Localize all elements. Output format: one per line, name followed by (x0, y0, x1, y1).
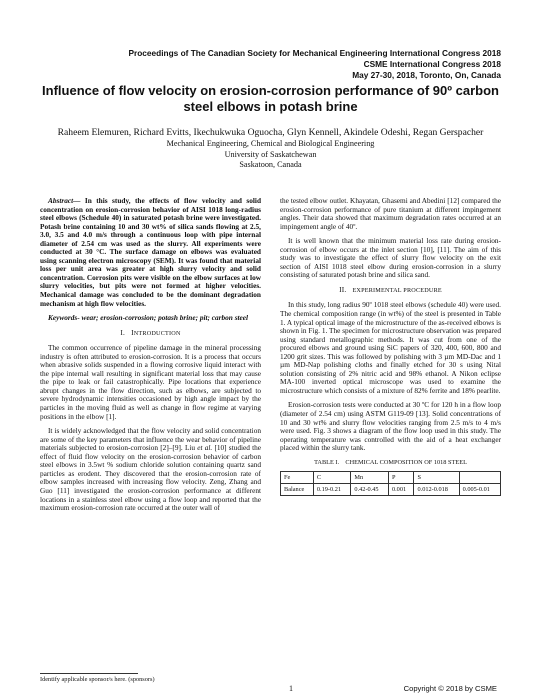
section-1-rest: NTRODUCTION (133, 329, 181, 337)
table-caption (280, 459, 501, 468)
section-heading-experimental (280, 286, 501, 296)
keywords-label: Keywords- (48, 313, 80, 323)
affiliation-university: University of Saskatchewan (224, 149, 317, 159)
table-cell: 0.012-0.018 (414, 484, 459, 496)
table-header-cell: P (388, 472, 414, 484)
table-cell: 0.005-0.01 (459, 484, 500, 496)
table-header-cell: Mn (351, 472, 389, 484)
copyright-notice: Copyright © 2018 by CSME (403, 684, 497, 693)
intro-paragraph-4: It is well known that the minimum material loss rate during erosion-corrosion of elbow occurs at the inlet section [10], [11]. The aim of this study was to investigate the effect of slurry flow velocity on the exit section of AISI 1018 steel elbow during erosion-corrosion in a slurry consisting of saturated potash brine and silica sand. (280, 236, 501, 280)
abstract-text: In this study, the effects of flow velocity and solid concentration on erosion-corrosion behavior of AISI 1018 long-radius steel elbows (Schedule 40) in saturated potash brine were investigated. Potash brine containing 10 and 30 wt% of silica sands flowing at 2.5, 3.0, 3.5 and 4.0 m/s through a continuous loop with pipe internal diameter of 2.54 cm was used as the slurry. All experiments were conducted at 30 °C. The surface damage on elbows was evaluated using scanning electron microscopy (SEM). It was found that material loss per unit area was greater at high slurry velocity and solid concentration. Corrosion pits were visible on the elbow surfaces at low slurry velocities, but pits were not formed at higher velocities. Mechanical damage was concluded to be the dominant degradation mechanism at high flow velocities. (40, 196, 261, 308)
table-label: TABLE I. (314, 458, 340, 466)
intro-paragraph-2 (40, 427, 261, 512)
table-title: CHEMICAL COMPOSITION OF 1018 STEEL (345, 458, 467, 466)
intro-paragraph-1: The common occurrence of pipeline damage in the mineral processing industry is often attributed to erosion-corrosion. It is a process that occurs when abrasive solids suspended in a flowing corrosive liquid interact with the pipe internal wall resulting in significant material loss that may cause the pipe to leak or fail catastrophically. Pipe locations that experience abrupt changes in the flow direction, such as elbows, are subjected to severe hydrodynamic intensities occasioned by high angle impact by the particles in the moving fluid as well as change in flow regime at varying positions in the elbow [1]. (40, 343, 261, 421)
header-congress: CSME International Congress 2018 (363, 59, 501, 69)
right-column (280, 197, 501, 496)
table-header-cell-empty (459, 472, 500, 484)
table-header-cell: Fe (281, 472, 314, 484)
table-cell: 0.42-0.45 (351, 484, 389, 496)
experimental-paragraph-2: Erosion-corrosion tests were conducted at 30 ºC for 120 h in a flow loop (diameter of 2.54 cm) using ASTM G119-09 [13]. Solid concentrations of 10 and 30 wt% and slurry flow velocities ranging from 2.5 m/s to 4 m/s were used. Fig. 3 shows a diagram of the flow loop used in this study. The operating temperature was controlled with the aid of a heat exchanger placed within the slurry tank. (280, 400, 501, 453)
intro-paragraph-2-b: [10] studied the effect of fluid flow velocity on the erosion-corrosion behavior of carbon steel elbows in 3.5wt % sodium chloride solution containing quartz sand particles as erodent. They discovered that the erosion-corrosion rate of elbow samples increased with increasing flow velocity. Zeng, Zhang and Guo [11] investigated the erosion-corrosion performance at different locations in a stainless steel elbow using a flow loop and reported that the maximum erosion-corrosion rate occurred at the outer wall of (40, 443, 262, 513)
keywords (40, 314, 261, 323)
abstract (40, 197, 261, 308)
composition-table (280, 471, 501, 496)
section-2-number: II. (339, 284, 347, 294)
title-line-1: Influence of flow velocity on erosion-corrosion performance of 90º carbon (42, 83, 499, 98)
table-cell: Balance (281, 484, 314, 496)
intro-paragraph-3: the tested elbow outlet. Khayatan, Ghasemi and Abedini [12] compared the erosion-corrosion performance of pure titanium at different impingement angles. Their data showed that maximum degradation rates occurred at an impingement angle of 40º. (280, 196, 501, 231)
table-row (281, 484, 501, 496)
affiliation-city: Saskatoon, Canada (239, 160, 302, 169)
affiliation-department: Mechanical Engineering, Chemical and Biological Engineering (166, 139, 375, 148)
table-header-cell: S (414, 472, 459, 484)
intro-paragraph-2-etal: et al. (197, 443, 213, 453)
footnote-rule (40, 673, 138, 674)
header-proceedings: Proceedings of The Canadian Society for Mechanical Engineering International Congress 2018 (128, 48, 501, 58)
keywords-text: wear; erosion-corrosion; potash brine; pit; carbon steel (79, 313, 249, 323)
experimental-paragraph-1: In this study, long radius 90º 1018 steel elbows (schedule 40) were used. The chemical composition range (in wt%) of the steel is presented in Table 1. A typical optical image of the microstructure of the as-received elbows is shown in Fig. 1. The specimen for microstructure observation was prepared using standard metallographic methods. It was cut from one of the procured elbows and ground using SiC papers of 320, 400, 600, 800 and 1200 grit sizes. This was followed by polishing with 3 µm MD-Dac and 1 µm MD-Nap polishing cloths and finally etched for 30 s using Nital solution consisting of 2% nitric acid and 98% ethanol. A Nikon eclipse MA-100 inverted optical microscope was used to examine the microstructure which consists of a mixture of 82% ferrite and 18% pearlite. (280, 300, 501, 395)
section-1-initial: I (131, 327, 134, 337)
title-line-2: steel elbows in potash brine (183, 99, 358, 114)
affiliation (30, 139, 511, 171)
page-number: 1 (289, 684, 293, 693)
author-list: Raheem Elemuren, Richard Evitts, Ikechukwuka Oguocha, Glyn Kennell, Akindele Odeshi, Regan Gerspacher (57, 127, 484, 138)
section-heading-introduction (40, 329, 261, 339)
table-header-row (281, 472, 501, 484)
section-2-title: EXPERIMENTAL PROCEDURE (352, 286, 442, 294)
left-column (40, 197, 261, 519)
footnote: Identify applicable sponsor/s here. (sponsors) (40, 676, 155, 683)
header-dates: May 27-30, 2018, Toronto, On, Canada (352, 70, 501, 80)
table-cell: 0.001 (388, 484, 414, 496)
conference-header (128, 48, 501, 81)
table-header-cell: C (313, 472, 351, 484)
section-1-number: I. (120, 327, 126, 337)
paper-title (40, 83, 501, 115)
abstract-label: Abstract— (48, 196, 81, 205)
table-cell: 0.19-0.21 (313, 484, 351, 496)
intro-paragraph-2-a: It is widely acknowledged that the flow velocity and solid concentration are some of the key parameters that influence the wear behavior of pipeline materials subjected to erosion-corrosion [2]–[9]. Liu (40, 426, 261, 453)
